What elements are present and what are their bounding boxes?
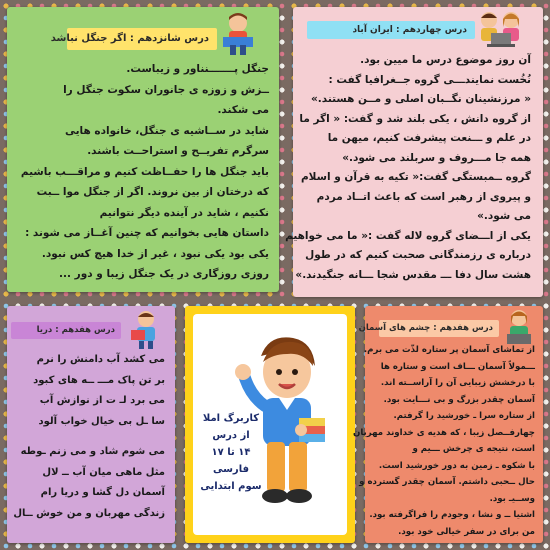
lesson-16-header: درس شانزدهم : اگر جنگل نباشد — [67, 28, 217, 50]
stanza-gap — [15, 432, 165, 442]
text-line: از گروه دانش ، یکی بلند شد و گفت: « اگر ما — [299, 112, 531, 125]
lesson-17-sky-card — [352, 306, 543, 543]
title-line: ۱۴ تا ۱۷ — [211, 447, 251, 458]
text-line: هشت سال دفا ـــ مقدس شجا ـــانه جنگیدند.» — [295, 268, 531, 281]
text-line: زندگی مهربان و من خوش ــال — [13, 507, 165, 519]
title-line: فارسی — [212, 464, 249, 475]
text-line: مثل ماهی میان آب ــ لال — [42, 466, 165, 478]
student-with-laptop-icon — [499, 308, 539, 346]
text-line: گروه ــمبستگی گفت:« تکیه به قرآن و اسلام — [300, 171, 531, 183]
text-line: سا ـل بی خیال خواب آلود — [38, 415, 165, 427]
text-line: می شود.» — [477, 210, 531, 222]
text-line: نُخُست نمایندـــی گروه جــغرافیا گفت : — [328, 73, 531, 86]
text-line: یکی بود یکی نبود ، غیر از خدا هیچ کس نبود. — [41, 247, 269, 260]
text-line: و پیروی از رهبر است که باعث اتــاد مردم — [316, 190, 531, 203]
text-line: شاید در ســاشیه ی جنگل، خانواده هایی — [64, 124, 269, 137]
text-line: آسمان دل گشا و دریا رام — [40, 487, 165, 498]
text-line: وســیـ بود. — [489, 493, 535, 504]
text-line: همه جا مـــروف و سربلند می شود.» — [342, 151, 531, 164]
text-line: می برد لـ ت از نوازش آب — [39, 395, 165, 406]
student-reading-icon — [215, 11, 261, 57]
lesson-14-text — [285, 51, 531, 285]
title-line: سوم ابتدایی — [200, 481, 262, 492]
text-line: ــزش و زوزه ی جانوران سکوت جنگل را — [63, 83, 269, 96]
text-line: روزی روزگاری در یک جنگل زیبا و دور ... — [59, 268, 269, 280]
lesson-16-text — [17, 59, 269, 285]
lesson-17-sky-text — [352, 342, 535, 540]
lesson-17-sky-header: درس هفدهم : چشم های آسمان — [379, 320, 499, 337]
text-line: حال ــحبی داشتم. آسمان چقدر گسترده و — [359, 477, 535, 487]
text-line: با شکوه ـ زمین به دور خورشید است. — [378, 460, 535, 471]
text-line: چهارفــصل زیبا ، که هدیه ی خداوند مهربان — [352, 427, 535, 438]
lesson-14-card — [285, 7, 543, 297]
text-line: یکی از اـــضای گروه لاله گفت :« ما می خواهیم — [285, 229, 531, 242]
lesson-17-sea-poem — [15, 350, 165, 524]
text-line: اشتیا ــ و نشا ، وجودم را فراگرفته بود. — [369, 510, 535, 520]
text-line: درباره ی رزمندگانی صحبت کنیم که در طول — [305, 249, 531, 261]
lesson-17-sea-card — [7, 306, 175, 543]
text-line: نکنیم ، شاید در آینده دیگر نتوانیم — [99, 206, 269, 219]
text-line: می شوم شاد و می زنم ـوطه — [20, 446, 165, 457]
title-line: کاربرگ املا — [202, 413, 260, 424]
text-line: سرگرم تفریــح و استراحــت باشند. — [87, 145, 269, 157]
text-line: ـــمولاً آسمان ـــاف است و ستاره ها — [380, 361, 535, 372]
lesson-17-sea-header: درس هفدهم : دریا — [11, 322, 121, 339]
text-line: است، نتیجه ی چرخش ـــیم و — [412, 444, 535, 454]
text-line: باید جنگل ها را حفــاظت کنیم و مراقـــب باشیم — [20, 165, 269, 178]
worksheet-title-card — [185, 306, 355, 543]
student-with-book-icon — [125, 308, 167, 350]
text-line: با درخشش زیبایی آن را آراســته اند. — [380, 378, 535, 388]
lesson-16-card — [7, 7, 279, 292]
text-line: جنگل پـــــــنناور و زیباست. — [126, 63, 269, 75]
text-line: در علم و ـــنعت پیشرفت کنیم، میهن ما — [327, 132, 531, 144]
text-line: من برای در سفر خیالی خود بود. — [398, 526, 535, 537]
students-with-laptop-icon — [473, 9, 529, 49]
text-line: می شکند. — [217, 104, 269, 116]
text-line: بر تن پاک مـــ ــه های کبود — [33, 374, 165, 386]
text-line: از تماشای آسمان پر ستاره لذّت می برم. — [363, 345, 535, 355]
lesson-14-header: درس چهاردهم : ایران آباد — [307, 21, 475, 39]
text-line: از ستاره سرا ـ خورشید را گرفتم. — [393, 411, 535, 421]
worksheet-title-text — [199, 410, 263, 495]
text-line: آن روز موضوع درس ما میین بود. — [360, 54, 531, 66]
text-line: می کشد آب دامنش را نرم — [36, 354, 165, 365]
text-line: « مرزنشینان نگــبان اصلی و مــن هستند.» — [311, 93, 531, 105]
title-line: از درس — [212, 430, 250, 441]
text-line: داستان هایی بخوانیم که چنین آغــاز می شوند : — [25, 227, 269, 239]
text-line: که درختان از بین نروند. اگر از جنگل موا ــبت — [36, 186, 269, 198]
text-line: آسمان چقدر بزرگ و بی نـــایت بود. — [383, 394, 535, 405]
